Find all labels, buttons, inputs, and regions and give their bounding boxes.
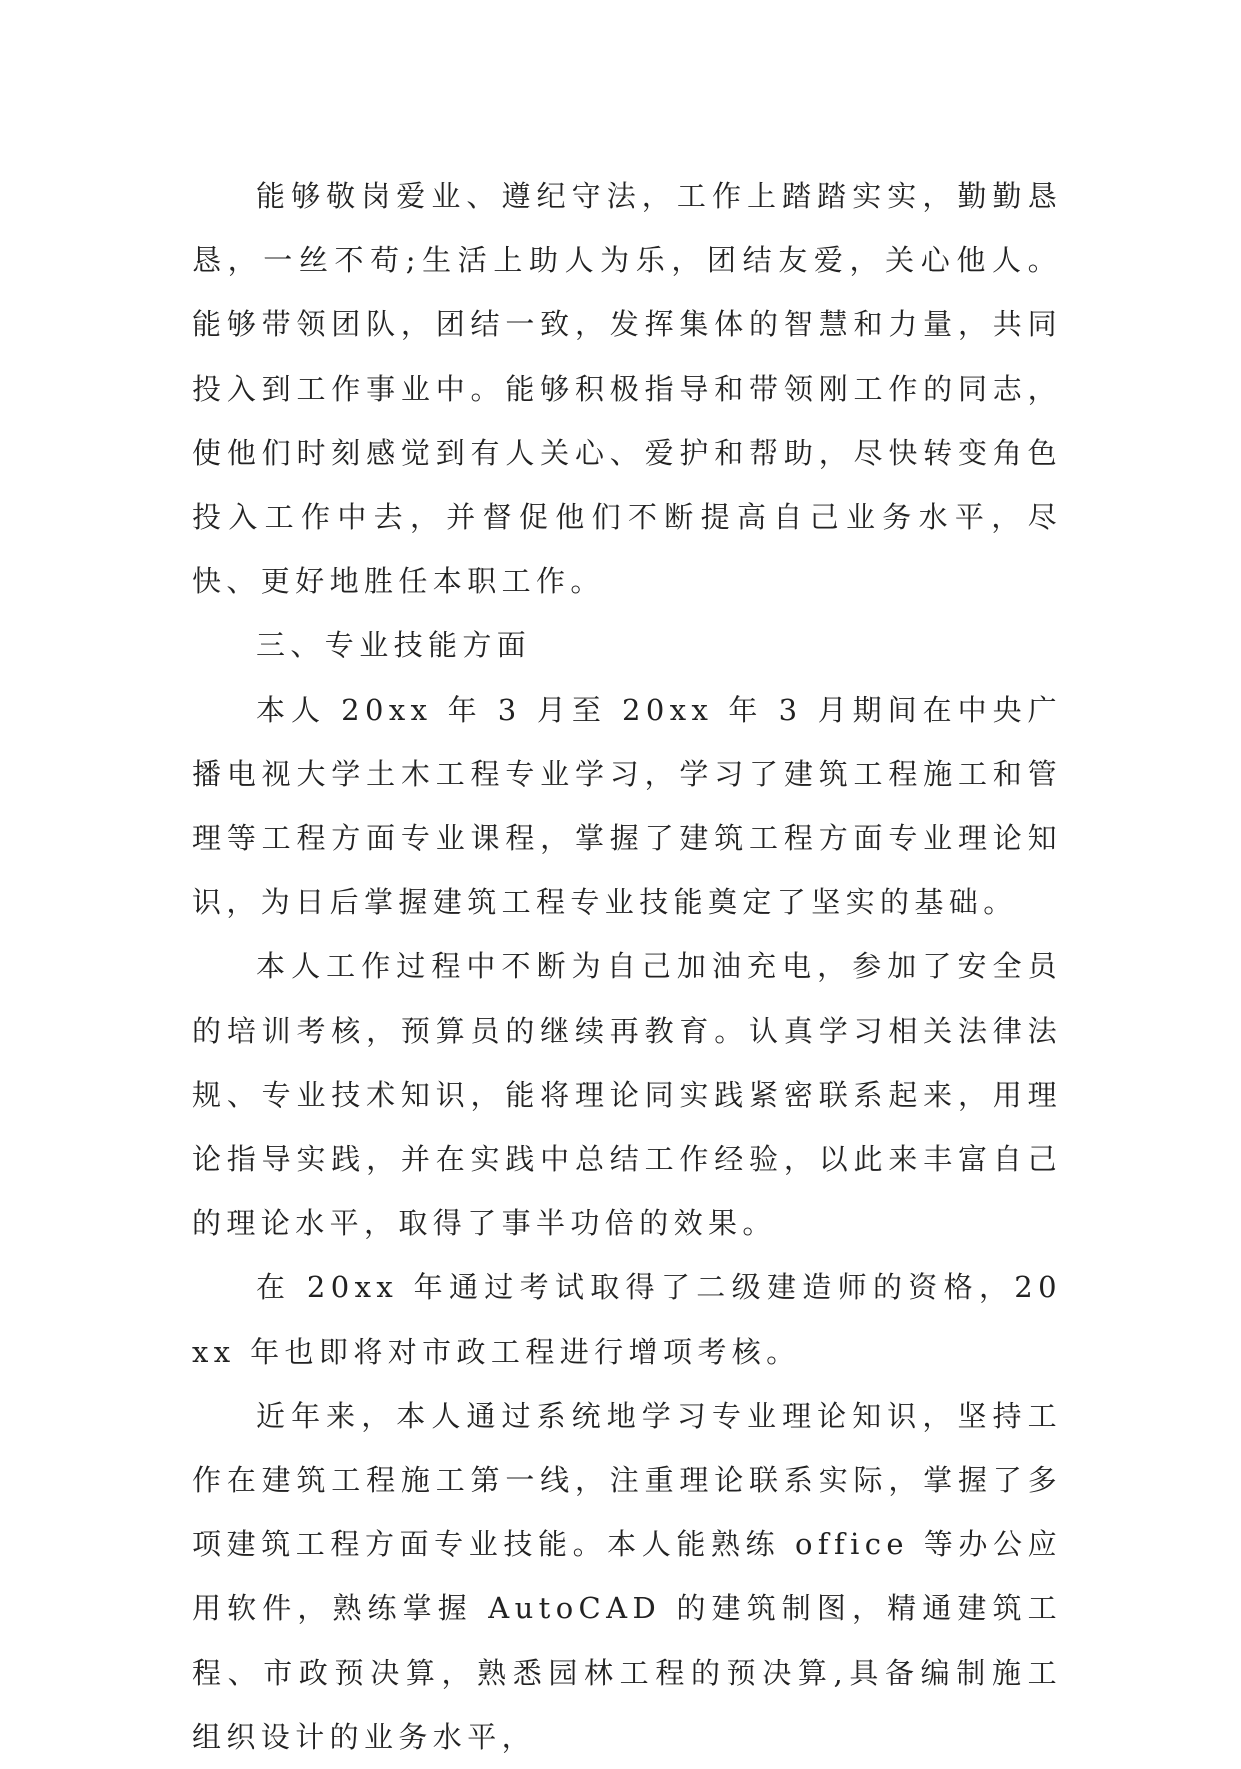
section-heading-professional-skills: 三、专业技能方面 [256,628,532,663]
document-body [192,164,1062,1769]
paragraph-skills: 近年来，本人通过系统地学习专业理论知识，坚持工作在建筑工程施工第一线，注重理论联系实际，掌握了多项建筑工程方面专业技能。本人能熟练 office 等办公应用软件，熟练掌握 AutoCAD 的建筑制图，精通建筑工程、市政预决算，熟悉园林工程的预决算,具备编制施工组织设计的业务水平， [192,1398,1062,1754]
paragraph-training: 本人工作过程中不断为自己加油充电，参加了安全员的培训考核，预算员的继续再教育。认真学习相关法律法规、专业技术知识，能将理论同实践紧密联系起来，用理论指导实践，并在实践中总结工作经验，以此来丰富自己的理论水平，取得了事半功倍的效果。 [192,949,1062,1241]
paragraph-certification: 在 20xx 年通过考试取得了二级建造师的资格，20xx 年也即将对市政工程进行增项考核。 [192,1270,1062,1369]
paragraph-work-attitude: 能够敬岗爱业、遵纪守法，工作上踏踏实实，勤勤恳恳，一丝不苟;生活上助人为乐，团结友爱，关心他人。能够带领团队，团结一致，发挥集体的智慧和力量，共同投入到工作事业中。能够积极指导和带领刚工作的同志，使他们时刻感觉到有人关心、爱护和帮助，尽快转变角色投入工作中去，并督促他们不断提高自己业务水平，尽快、更好地胜任本职工作。 [192,179,1062,599]
paragraph-education: 本人 20xx 年 3 月至 20xx 年 3 月期间在中央广播电视大学土木工程专业学习，学习了建筑工程施工和管理等工程方面专业课程，掌握了建筑工程方面专业理论知识，为日后掌握建筑工程专业技能奠定了坚实的基础。 [192,692,1062,920]
